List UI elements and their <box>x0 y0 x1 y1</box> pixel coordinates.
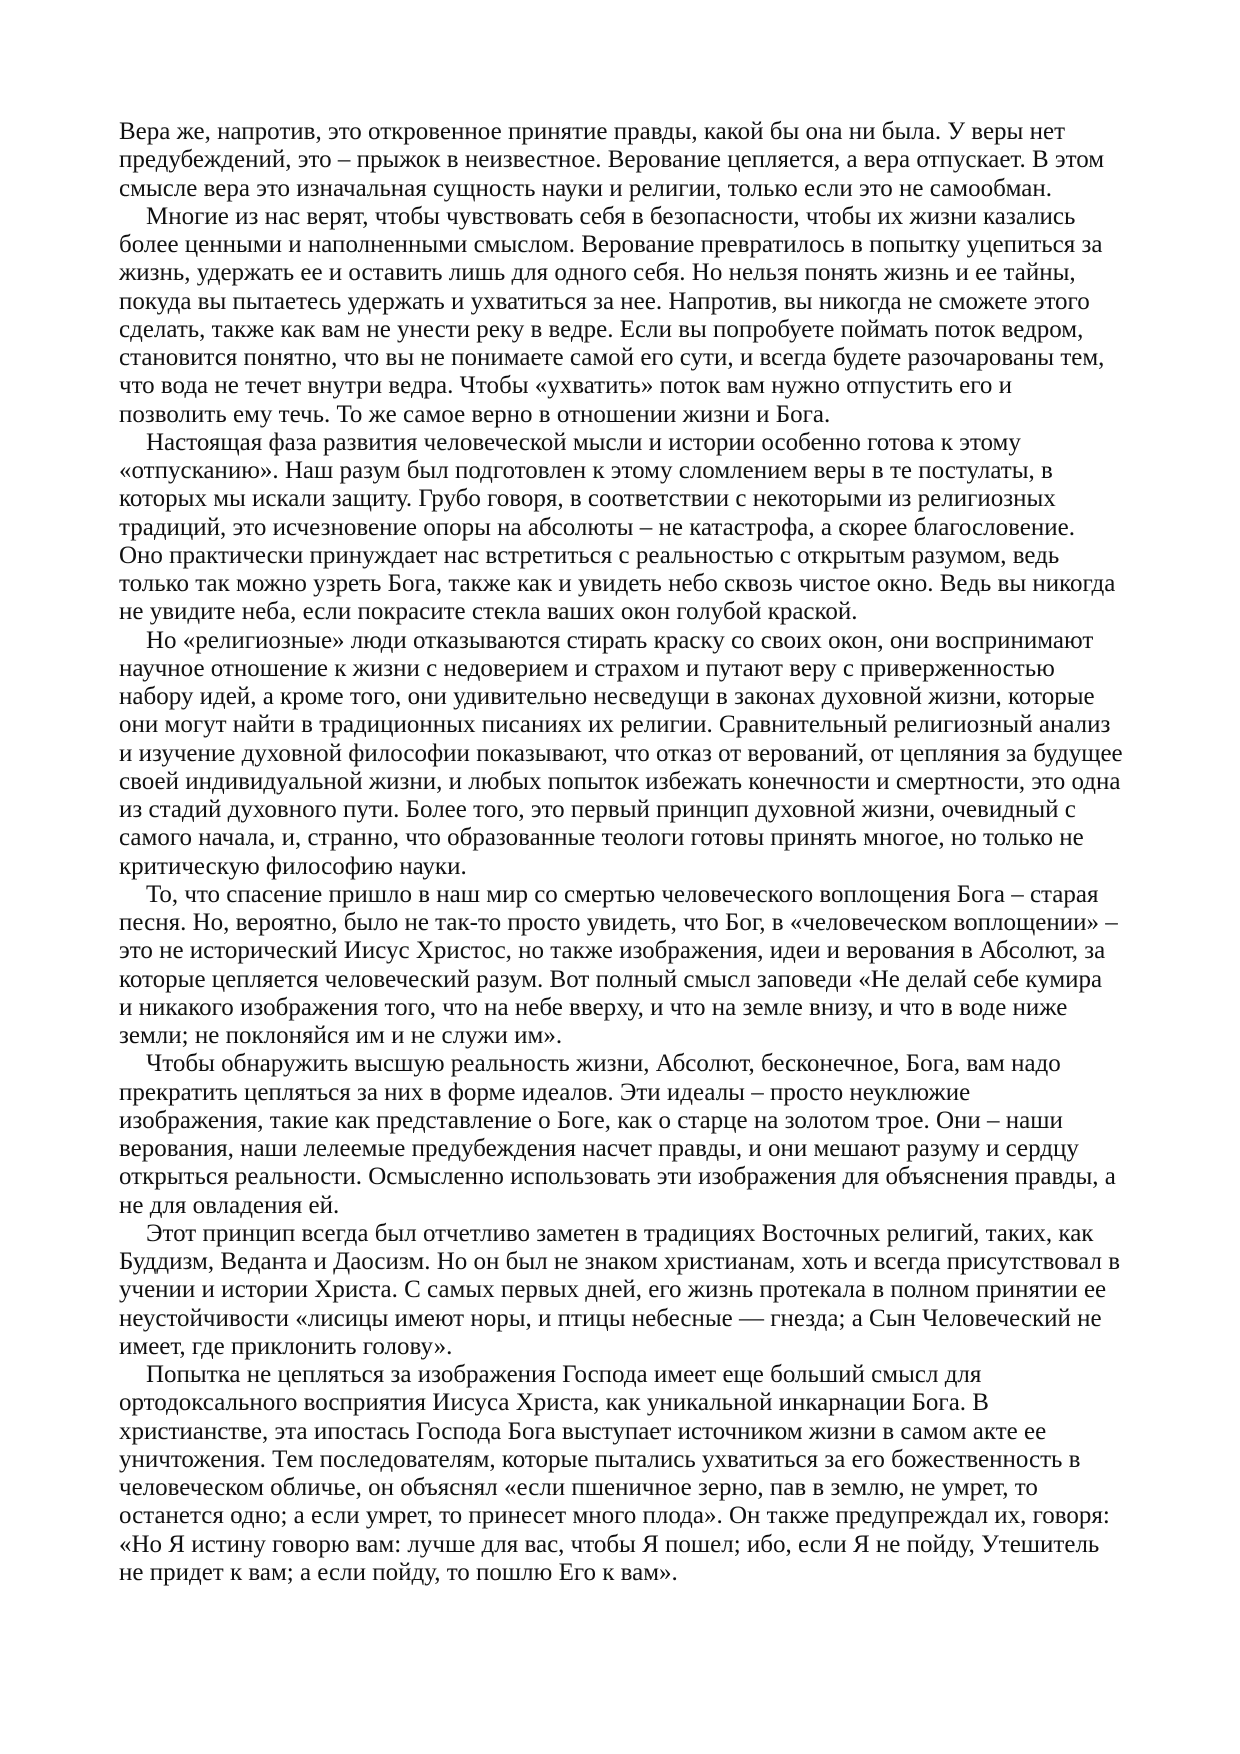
text-line: жизнь, удержать ее и оставить лишь для одного себя. Но нельзя понять жизнь и ее тайны, <box>119 259 1076 287</box>
text-line: Настоящая фаза развития человеческой мысли и истории особенно готова к этому <box>146 428 1021 456</box>
text-line: смысле вера это изначальная сущность науки и религии, только если это не самообман. <box>119 174 1052 202</box>
text-line: и никакого изображения того, что на небе вверху, и что на земле внизу, и что в воде ниже <box>119 993 1068 1021</box>
text-line: учении и истории Христа. С самых первых дней, его жизнь протекала в полном принятии ее <box>119 1276 1107 1304</box>
text-line: изображения, такие как представление о Боге, как о старце на золотом трое. Они – наши <box>119 1106 1063 1134</box>
text-line: критическую философию науки. <box>119 852 467 880</box>
text-line: Буддизм, Веданта и Даосизм. Но он был не знаком христианам, хоть и всегда присутствовал в <box>119 1248 1121 1275</box>
text-line: христианстве, эта ипостась Господа Бога выступает источником жизни в самом акте ее <box>119 1417 1047 1445</box>
text-line: покуда вы пытаетесь удержать и ухватиться за нее. Напротив, вы никогда не сможете этого <box>119 287 1090 315</box>
text-line: земли; не поклоняйся им и не служи им». <box>119 1022 563 1049</box>
text-line: сделать, также как вам не унести реку в ведре. Если вы попробуете поймать поток ведром, <box>119 315 1084 343</box>
text-line: Многие из нас верят, чтобы чувствовать себя в безопасности, чтобы их жизни казались <box>146 202 1076 230</box>
text-line: которых мы искали защиту. Грубо говоря, в соответствии с некоторыми из религиозных <box>119 485 1056 513</box>
text-line: останется одно; а если умрет, то принесет много плода». Он также предупреждал их, говоря: <box>119 1502 1110 1530</box>
text-line: песня. Но, вероятно, было не так-то просто увидеть, что Бог, в «человеческом воплощении» – <box>119 909 1118 936</box>
paragraph <box>119 1361 1129 1587</box>
text-line: прекратить цепляться за них в форме идеалов. Эти идеалы – просто неуклюжие <box>119 1078 971 1106</box>
text-line: самого начала, и, странно, что образованные теологи готовы принять многое, но только не <box>119 824 1084 852</box>
text-line: Чтобы обнаружить высшую реальность жизни, Абсолют, бесконечное, Бога, вам надо <box>146 1050 1061 1078</box>
text-line: Оно практически принуждает нас встретиться с реальностью с открытым разумом, ведь <box>119 541 1060 569</box>
text-line: имеет, где приклонить голову». <box>119 1332 453 1360</box>
text-line: То, что спасение пришло в наш мир со смертью человеческого воплощения Бога – старая <box>146 880 1099 908</box>
text-line: открыться реальности. Осмысленно использовать эти изображения для объяснения правды, а <box>119 1163 1116 1191</box>
text-line: не увидите неба, если покрасите стекла ваших окон голубой краской. <box>119 598 858 626</box>
text-line: Этот принцип всегда был отчетливо заметен в традициях Восточных религий, таких, как <box>146 1219 1094 1247</box>
text-line: которые цепляется человеческий разум. Вот полный смысл заповеди «Не делай себе кумира <box>119 965 1103 993</box>
text-line: что вода не течет внутри ведра. Чтобы «ухватить» поток вам нужно отпустить его и <box>119 372 1013 400</box>
text-line: позволить ему течь. То же самое верно в отношении жизни и Бога. <box>119 400 831 428</box>
text-line: становится понятно, что вы не понимаете самой его сути, и всегда будете разочарованы тем, <box>119 344 1105 371</box>
paragraph <box>119 429 1129 627</box>
text-line: человеческом обличье, он объяснял «если пшеничное зерно, пав в землю, не умрет, то <box>119 1474 1038 1501</box>
text-line: ортодоксального восприятия Иисуса Христа, как уникальной инкарнации Бога. В <box>119 1389 989 1417</box>
text-line: и изучение духовной философии показывают, что отказ от верований, от цепляния за будущее <box>119 739 1123 767</box>
paragraph <box>119 203 1129 429</box>
text-line: Вера же, напротив, это откровенное принятие правды, какой бы она ни была. У веры нет <box>119 118 1066 145</box>
text-line: научное отношение к жизни с недоверием и страхом и путают веру с приверженностью <box>119 654 1055 682</box>
document-page <box>119 118 1129 1587</box>
text-line: своей индивидуальной жизни, и любых попыток избежать конечности и смертности, это одна <box>119 767 1121 795</box>
text-line: Попытка не цепляться за изображения Господа имеет еще больший смысл для <box>146 1361 982 1388</box>
text-line: это не исторический Иисус Христос, но также изображения, идеи и верования в Абсолют, за <box>119 937 1106 965</box>
paragraph <box>119 1050 1129 1220</box>
text-line: «Но Я истину говорю вам: лучше для вас, чтобы Я пошел; ибо, если Я не пойду, Утешитель <box>119 1530 1100 1558</box>
text-line: не придет к вам; а если пойду, то пошлю Его к вам». <box>119 1558 678 1586</box>
paragraph <box>119 627 1129 881</box>
text-line: «отпусканию». Наш разум был подготовлен к этому сломлением веры в те постулаты, в <box>119 457 1053 484</box>
text-line: верования, наши лелеемые предубеждения насчет правды, и они мешают разуму и сердцу <box>119 1135 1079 1162</box>
text-line: набору идей, а кроме того, они удивительно несведущи в законах духовной жизни, которые <box>119 683 1095 710</box>
text-line: традиций, это исчезновение опоры на абсолюты – не катастрофа, а скорее благословение. <box>119 513 1075 541</box>
text-line: Но «религиозные» люди отказываются стирать краску со своих окон, они воспринимают <box>146 626 1094 654</box>
text-line: неустойчивости «лисицы имеют норы, и птицы небесные — гнезда; а Сын Человеческий не <box>119 1304 1102 1332</box>
paragraph <box>119 1220 1129 1361</box>
text-line: не для овладения ей. <box>119 1191 340 1219</box>
text-line: из стадий духовного пути. Более того, это первый принцип духовной жизни, очевидный с <box>119 796 1076 823</box>
text-line: уничтожения. Тем последователям, которые пытались ухватиться за его божественность в <box>119 1445 1081 1473</box>
text-line: более ценными и наполненными смыслом. Верование превратилось в попытку уцепиться за <box>119 231 1103 258</box>
paragraph <box>119 881 1129 1051</box>
text-line: только так можно узреть Бога, также как и увидеть небо сквозь чистое окно. Ведь вы никогда <box>119 570 1116 597</box>
paragraph <box>119 118 1129 203</box>
text-line: предубеждений, это – прыжок в неизвестное. Верование цепляется, а вера отпускает. В этом <box>119 146 1105 174</box>
text-line: они могут найти в традиционных писаниях их религии. Сравнительный религиозный анализ <box>119 711 1111 739</box>
